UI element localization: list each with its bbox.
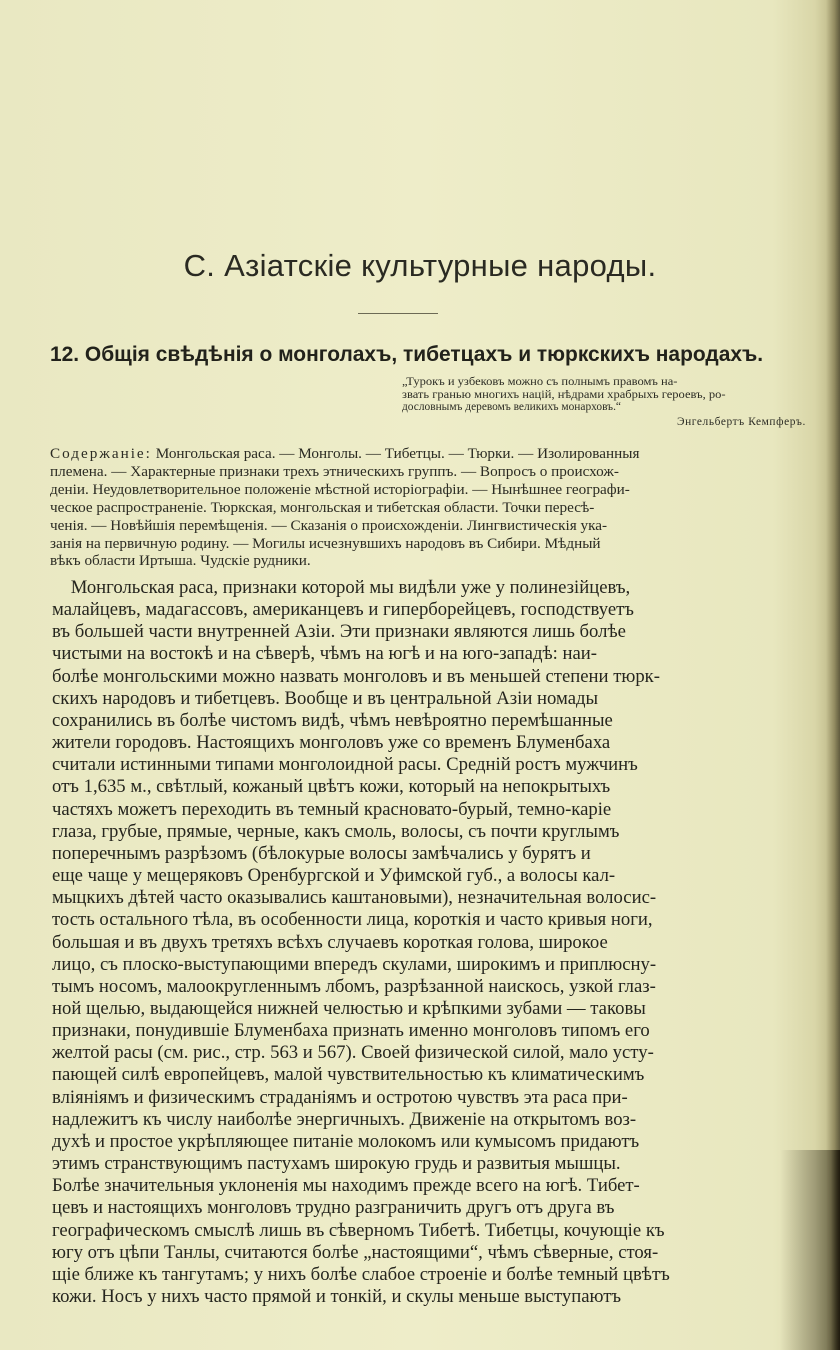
body-line: цевъ и настоящихъ монголовъ трудно разграничить другъ отъ друга въ (52, 1197, 615, 1219)
body-line: кожи. Носъ у нихъ часто прямой и тонкій, и скулы меньше выступаютъ (52, 1286, 622, 1307)
body-line: отъ 1,635 м., свѣтлый, кожаный цвѣтъ кожи, который на непокрытыхъ (52, 776, 611, 798)
summary-line: вѣкъ области Иртыша. Чудскіе рудники. (50, 552, 311, 570)
body-line: лицо, съ плоско-выступающими впередъ скулами, широкимъ и приплюсну- (52, 953, 657, 975)
epigraph (402, 376, 806, 428)
summary-line: ческое распространеніе. Тюркская, монгольская и тибетская области. Точки пересѣ- (50, 498, 595, 516)
summary-label: Содержаніе: (50, 445, 152, 462)
body-line: еще чаще у мещеряковъ Оренбургской и Уфимской губ., а волосы кал- (52, 865, 616, 887)
section-heading: 12. Общія свѣдѣнія о монголахъ, тибетцахъ и тюркскихъ народахъ. (50, 343, 764, 366)
body-line: Болѣе значительныя уклоненія мы находимъ прежде всего на югѣ. Тибет- (52, 1175, 640, 1197)
chapter-title: С. Азіатскіе культурные народы. (183, 248, 657, 283)
title-divider (358, 313, 438, 314)
epigraph-line: звать гранью многихъ націй, нѣдрами храбрыхъ героевъ, ро- (402, 388, 726, 401)
body-line: пающей силѣ европейцевъ, малой чувствительностью къ климатическимъ (52, 1064, 645, 1086)
body-line: тымъ носомъ, малоокругленнымъ лбомъ, разрѣзанной наискось, узкой глаз- (52, 975, 656, 997)
summary-line: деніи. Неудовлетворительное положеніе мѣстной исторіографіи. — Нынѣшнее географи- (50, 480, 630, 498)
body-line: ной щелью, выдающейся нижней челюстью и крѣпкими зубами — таковы (52, 997, 646, 1019)
summary-line (50, 445, 802, 463)
body-line: чистыми на востокѣ и на сѣверѣ, чѣмъ на югѣ и на юго-западѣ: наи- (52, 643, 598, 665)
body-line: жители городовъ. Настоящихъ монголовъ уже со временъ Блуменбаха (52, 732, 611, 754)
body-line: географическомъ смыслѣ лишь въ сѣверномъ Тибетѣ. Тибетцы, кочующіе къ (52, 1219, 665, 1241)
epigraph-line: „Турокъ и узбековъ можно съ полнымъ правомъ на- (402, 376, 678, 388)
body-line: этимъ странствующимъ пастухамъ широкую грудь и развитыя мышцы. (52, 1153, 621, 1175)
body-line: скихъ народовъ и тибетцевъ. Вообще и въ центральной Азіи номады (52, 687, 599, 709)
body-line: поперечнымъ разрѣзомъ (бѣлокурые волосы замѣчались у бурятъ и (52, 842, 591, 864)
body-line: болѣе монгольскими можно назвать монголовъ и въ меньшей степени тюрк- (52, 665, 660, 687)
epigraph-line: дословнымъ деревомъ великихъ монарховъ.“ (402, 401, 621, 414)
body-line: мыцкихъ дѣтей часто оказывались каштановыми), незначительная волосис- (52, 887, 657, 909)
body-line: Монгольская раса, признаки которой мы видѣли уже у полинезійцевъ, (52, 577, 631, 598)
page-binding-shadow (826, 0, 840, 1350)
epigraph-author: Энгельбертъ Кемпферъ. (676, 415, 806, 428)
body-line: духѣ и простое укрѣпляющее питаніе молокомъ или кумысомъ придаютъ (52, 1130, 640, 1152)
chapter-summary (50, 445, 802, 570)
summary-line: ченія. — Новѣйшія перемѣщенія. — Сказанія о происхожденіи. Лингвистическія ука- (50, 516, 608, 534)
body-line: глаза, грубые, прямые, черные, какъ смоль, волосы, съ почти круглымъ (52, 820, 620, 842)
body-line: въ большей части внутренней Азіи. Эти признаки являются лишь болѣе (52, 621, 626, 643)
body-line: считали истинными типами монголоидной расы. Средній ростъ мужчинъ (52, 754, 638, 776)
body-line: щіе ближе къ тангутамъ; у нихъ болѣе слабое строеніе и болѣе темный цвѣтъ (52, 1263, 670, 1285)
body-paragraph (52, 577, 804, 1308)
body-line: большая и въ двухъ третяхъ всѣхъ случаевъ короткая голова, широкое (52, 931, 608, 953)
body-line: сохранились въ болѣе чистомъ видѣ, чѣмъ невѣроятно перемѣшанные (52, 709, 613, 731)
body-line: желтой расы (см. рис., стр. 563 и 567). Своей физической силой, мало усту- (52, 1042, 654, 1064)
summary-line: занія на первичную родину. — Могилы исчезнувшихъ народовъ въ Сибири. Мѣдный (50, 534, 601, 552)
body-line: малайцевъ, мадагассовъ, американцевъ и гиперборейцевъ, господствуетъ (52, 599, 634, 621)
body-line: признаки, понудившіе Блуменбаха признать именно монголовъ типомъ его (52, 1020, 650, 1042)
summary-line-text: Монгольская раса. — Монголы. — Тибетцы. — Тюрки. — Изолированныя (151, 445, 640, 462)
body-line: надлежитъ къ числу наиболѣе энергичныхъ. Движеніе на открытомъ воз- (52, 1108, 637, 1130)
body-line: югу отъ цѣпи Танлы, считаются болѣе „настоящими“, чѣмъ сѣверные, стоя- (52, 1241, 659, 1263)
body-line: вліяніямъ и физическимъ страданіямъ и остротою чувствъ эта раса при- (52, 1086, 628, 1108)
body-line: частяхъ можетъ переходить въ темный красновато-бурый, темно-каріе (52, 798, 612, 820)
summary-line: племена. — Характерные признаки трехъ этническихъ группъ. — Вопросъ о происхож- (50, 462, 619, 480)
body-line: тость остального тѣла, въ особенности лица, короткія и часто кривыя ноги, (52, 909, 653, 931)
